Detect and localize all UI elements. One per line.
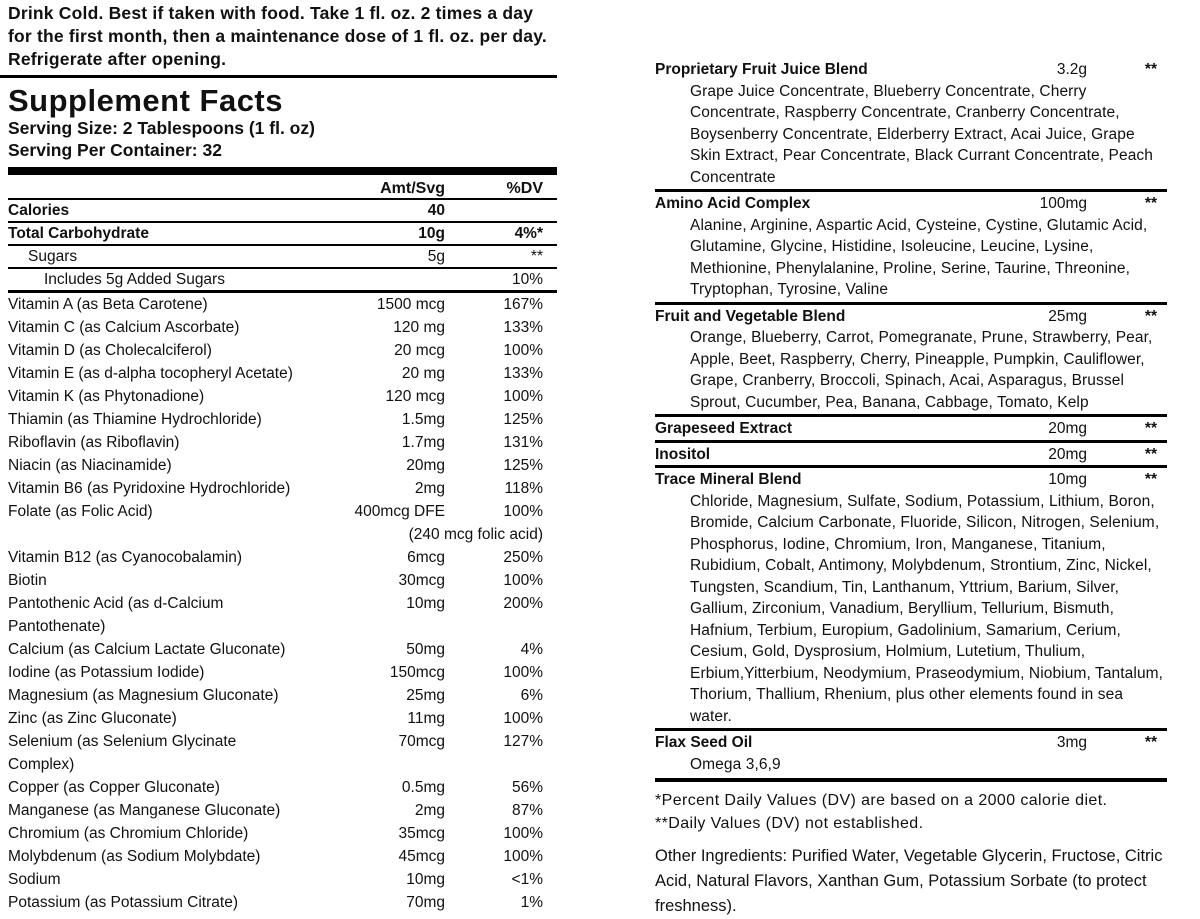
blend-section [655, 58, 1167, 189]
blend-ingredients: Alanine, Arginine, Aspartic Acid, Cysteine, Cystine, Glutamic Acid, Glutamine, Glycine, Histidine, Isoleucine, Leucine, Lysine, Methionine, Phenylalanine, Proline, Serine, Taurine, Threonine, Tryptophan, Tyrosine, Valine [690, 216, 1148, 298]
nutrient-amount: 120 mcg [385, 388, 445, 405]
nutrient-label: Includes 5g Added Sugars [44, 271, 225, 288]
nutrient-label: Iodine (as Potassium Iodide) [8, 664, 205, 681]
nutrient-label: Biotin [8, 572, 47, 589]
nutrient-label: Zinc (as Zinc Gluconate) [8, 710, 177, 727]
nutrient-row [8, 362, 557, 385]
nutrient-row [8, 223, 557, 246]
footnote-line: *Percent Daily Values (DV) are based on a 2000 calorie diet. [655, 792, 1108, 809]
nutrient-label: Vitamin B12 (as Cyanocobalamin) [8, 549, 243, 566]
heavy-divider [8, 167, 557, 175]
nutrient-label: Copper (as Copper Gluconate) [8, 779, 220, 796]
nutrient-amount: 120 mg [393, 319, 445, 336]
footnote-line: **Daily Values (DV) not established. [655, 815, 924, 832]
nutrient-amount: 35mcg [398, 825, 445, 842]
nutrient-amount: 5g [427, 248, 445, 265]
blend-header-row [655, 417, 1167, 440]
nutrient-amount: 1500 mcg [376, 296, 445, 313]
footnote-divider [655, 778, 1167, 782]
folate-note: (240 mcg folic acid) [408, 526, 543, 543]
nutrient-amount [295, 269, 445, 290]
nutrient-label: Vitamin K (as Phytonadione) [8, 388, 205, 405]
blend-amount: 100mg [1039, 195, 1087, 212]
nutrient-label: Thiamin (as Thiamine Hydrochloride) [8, 411, 262, 428]
nutrient-dv [445, 200, 557, 221]
nutrient-row [8, 822, 557, 845]
serving-size: Serving Size: 2 Tablespoons (1 fl. oz) [8, 118, 315, 138]
nutrient-label: Magnesium (as Magnesium Gluconate) [8, 687, 279, 704]
nutrient-amount: 70mcg [398, 733, 445, 750]
blend-name: Flax Seed Oil [655, 734, 753, 751]
nutrient-amount: 10g [418, 225, 445, 242]
nutrient-label: Calcium (as Calcium Lactate Gluconate) [8, 641, 286, 658]
blend-name: Inositol [655, 445, 711, 463]
blend-ingredients: Orange, Blueberry, Carrot, Pomegranate, Prune, Strawberry, Pear, Apple, Beet, Raspberry, Cherry, Pineapple, Pumpkin, Cauliflower, Grape, Cranberry, Broccoli, Spinach, Acai, Asparagus, Brussel Sprout, Cucumber, Pea, Banana, Cabbage, Tomato, Kelp [690, 329, 1153, 411]
nutrient-amount: 25mg [406, 687, 445, 704]
nutrient-label: Vitamin A (as Beta Carotene) [8, 296, 208, 313]
nutrient-label: Sodium [8, 871, 61, 888]
blend-ingredients: Chloride, Magnesium, Sulfate, Sodium, Potassium, Lithium, Boron, Bromide, Calcium Carbonate, Fluoride, Silicon, Nitrogen, Selenium, Phosphorus, Iodine, Chromium, Iron, Manganese, Titanium, Rubidium, Cobalt, Antimony, Molybdenum, Strontium, Zinc, Nickel, Tungsten, Scandium, Tin, Lanthanum, Yttrium, Barium, Silver, Gallium, Zirconium, Vanadium, Beryllium, Tellurium, Bismuth, Hafnium, Terbium, Europium, Gadolinium, Samarium, Cerium, Cesium, Gold, Dysprosium, Holmium, Lutetium, Thulium, Erbium,Yitterbium, Neodymium, Praseodymium, Niobium, Tantalum, Thorium, Thallium, Rhenium, plus other elements found in sea water. [690, 492, 1164, 725]
nutrient-dv: 56% [511, 779, 543, 796]
column-header-dv: %DV [506, 180, 543, 197]
nutrient-row [8, 385, 557, 408]
nutrient-amount: 6mcg [407, 549, 445, 566]
nutrient-dv: 125% [503, 457, 543, 474]
nutrient-label: Selenium (as Selenium Glycinate Complex) [8, 733, 237, 773]
nutrient-amount: 10mg [406, 595, 445, 612]
column-header-amount: Amt/Svg [380, 180, 445, 197]
nutrient-row [8, 316, 557, 339]
nutrient-amount: 0.5mg [401, 779, 445, 796]
supplement-facts-panel [8, 2, 557, 914]
nutrient-row [8, 477, 557, 500]
nutrient-amount: 10mg [406, 871, 445, 888]
usage-directions: Drink Cold. Best if taken with food. Take 1 fl. oz. 2 times a day for the first month, then a maintenance dose of 1 fl. oz. per day. Refrigerate after opening. [8, 3, 547, 69]
nutrient-row [8, 431, 557, 454]
nutrient-row [8, 546, 557, 569]
nutrient-row [8, 592, 557, 638]
nutrient-label: Vitamin B6 (as Pyridoxine Hydrochloride) [8, 480, 291, 497]
nutrient-row [8, 845, 557, 868]
nutrient-label: Pantothenic Acid (as d-Calcium Pantothenate) [8, 595, 224, 635]
blend-section [655, 189, 1167, 302]
blend-header-row [655, 443, 1167, 466]
blend-amount: 20mg [1048, 445, 1087, 463]
blend-name: Grapeseed Extract [655, 420, 792, 437]
nutrient-row [8, 339, 557, 362]
nutrient-dv: 125% [503, 411, 543, 428]
blend-section [655, 302, 1167, 415]
nutrient-dv: 4%* [514, 225, 543, 242]
blend-dv: ** [1144, 420, 1157, 437]
nutrient-row [8, 707, 557, 730]
nutrient-amount: 30mcg [398, 572, 445, 589]
nutrient-dv: 100% [503, 664, 543, 681]
nutrient-amount: 20 mcg [394, 342, 445, 359]
blend-header-row [655, 192, 1167, 215]
blend-dv: ** [1144, 195, 1157, 212]
nutrient-label: Chromium (as Chromium Chloride) [8, 825, 249, 842]
nutrient-row [8, 500, 557, 523]
footnotes [655, 789, 1167, 835]
servings-per-container: Serving Per Container: 32 [8, 139, 222, 160]
blend-name: Trace Mineral Blend [655, 471, 802, 488]
nutrient-row [8, 200, 557, 223]
blend-dv: ** [1144, 61, 1157, 78]
nutrient-amount: 1.7mg [401, 434, 445, 451]
nutrient-dv: 100% [503, 825, 543, 842]
nutrient-dv: 250% [503, 549, 543, 566]
nutrient-dv: 127% [503, 733, 543, 750]
blend-amount: 3mg [1056, 734, 1087, 751]
nutrient-row [8, 408, 557, 431]
nutrient-dv: 4% [520, 641, 543, 658]
table-header-row [8, 175, 557, 200]
nutrient-table [8, 200, 557, 914]
nutrient-row [8, 661, 557, 684]
nutrient-amount: 2mg [414, 802, 445, 819]
nutrient-row [8, 293, 557, 316]
blend-section [655, 728, 1167, 776]
nutrient-dv: 200% [503, 595, 543, 612]
nutrient-label: Potassium (as Potassium Citrate) [8, 894, 238, 911]
blend-section [655, 414, 1167, 440]
nutrient-dv: 1% [520, 894, 543, 911]
nutrient-amount: 40 [427, 202, 445, 219]
nutrient-amount: 1.5mg [401, 411, 445, 428]
blend-sections [655, 58, 1167, 776]
nutrient-amount: 70mg [406, 894, 445, 911]
nutrient-dv: 100% [503, 503, 543, 520]
blend-name: Proprietary Fruit Juice Blend [655, 61, 868, 78]
nutrient-label: Vitamin D (as Cholecalciferol) [8, 342, 212, 359]
nutrient-dv: 131% [503, 434, 543, 451]
nutrient-dv: 6% [520, 687, 543, 704]
nutrient-amount: 400mcg DFE [354, 503, 445, 520]
nutrient-dv: 10% [511, 271, 543, 288]
blend-dv: ** [1144, 307, 1157, 325]
nutrient-row [8, 269, 557, 293]
nutrient-amount: 150mcg [389, 664, 445, 681]
blend-section [655, 465, 1167, 728]
blend-ingredients: Omega 3,6,9 [690, 755, 781, 773]
nutrient-dv: 133% [503, 365, 543, 382]
nutrient-label: Riboflavin (as Riboflavin) [8, 434, 180, 451]
other-ingredients: Other Ingredients: Purified Water, Vegetable Glycerin, Fructose, Citric Acid, Natural Flavors, Xanthan Gum, Potassium Sorbate (to protect freshness). [655, 847, 1163, 915]
nutrient-row [8, 799, 557, 822]
nutrient-dv: 100% [503, 388, 543, 405]
nutrient-row [8, 891, 557, 914]
nutrient-label: Molybdenum (as Sodium Molybdate) [8, 848, 261, 865]
nutrient-amount: 20mg [406, 457, 445, 474]
nutrient-dv: 87% [511, 802, 543, 819]
directions-divider [0, 75, 557, 78]
nutrient-label: Folate (as Folic Acid) [8, 503, 153, 520]
nutrient-label: Sugars [28, 248, 78, 265]
nutrient-dv: 167% [503, 296, 543, 313]
nutrient-row [8, 246, 557, 269]
blends-panel [655, 58, 1167, 919]
blend-amount: 10mg [1048, 471, 1087, 488]
blend-dv: ** [1144, 734, 1157, 751]
nutrient-label: Total Carbohydrate [8, 225, 149, 242]
blend-amount: 3.2g [1056, 61, 1087, 78]
nutrient-dv: 100% [503, 848, 543, 865]
nutrient-dv: <1% [511, 871, 543, 888]
blend-header-row [655, 468, 1167, 491]
nutrient-amount: 2mg [414, 480, 445, 497]
nutrient-label: Vitamin E (as d-alpha tocopheryl Acetate) [8, 365, 293, 382]
nutrient-dv: 118% [504, 480, 543, 497]
nutrient-amount: 50mg [406, 641, 445, 658]
blend-header-row [655, 58, 1167, 81]
blend-amount: 20mg [1048, 420, 1087, 437]
nutrient-dv: ** [530, 248, 543, 265]
nutrient-row [8, 684, 557, 707]
nutrient-label: Calories [8, 202, 70, 219]
blend-header-row [655, 731, 1167, 754]
blend-name: Fruit and Vegetable Blend [655, 307, 846, 325]
nutrient-dv: 100% [503, 710, 543, 727]
blend-section [655, 440, 1167, 466]
nutrient-dv: 133% [503, 319, 543, 336]
nutrient-amount: 11mg [407, 710, 445, 727]
nutrient-row [8, 569, 557, 592]
nutrient-row [8, 454, 557, 477]
nutrient-dv: 100% [503, 572, 543, 589]
nutrient-label: Vitamin C (as Calcium Ascorbate) [8, 319, 240, 336]
blend-name: Amino Acid Complex [655, 195, 811, 212]
nutrient-row [8, 730, 557, 776]
blend-amount: 25mg [1048, 307, 1087, 325]
nutrient-label: Manganese (as Manganese Gluconate) [8, 802, 281, 819]
blend-dv: ** [1144, 471, 1157, 488]
nutrient-label: Niacin (as Niacinamide) [8, 457, 172, 474]
panel-title: Supplement Facts [8, 83, 283, 118]
blend-ingredients: Grape Juice Concentrate, Blueberry Concentrate, Cherry Concentrate, Raspberry Concentrate, Cranberry Concentrate, Boysenberry Concentrate, Elderberry Extract, Acai Juice, Grape Skin Extract, Pear Concentrate, Black Currant Concentrate, Peach Concentrate [690, 82, 1154, 186]
nutrient-row [8, 638, 557, 661]
nutrient-row [8, 776, 557, 799]
nutrient-amount: 20 mg [401, 365, 445, 382]
nutrient-dv: 100% [503, 342, 543, 359]
blend-header-row [655, 305, 1167, 328]
nutrient-row [8, 868, 557, 891]
blend-dv: ** [1144, 445, 1157, 463]
nutrient-amount: 45mcg [398, 848, 445, 865]
